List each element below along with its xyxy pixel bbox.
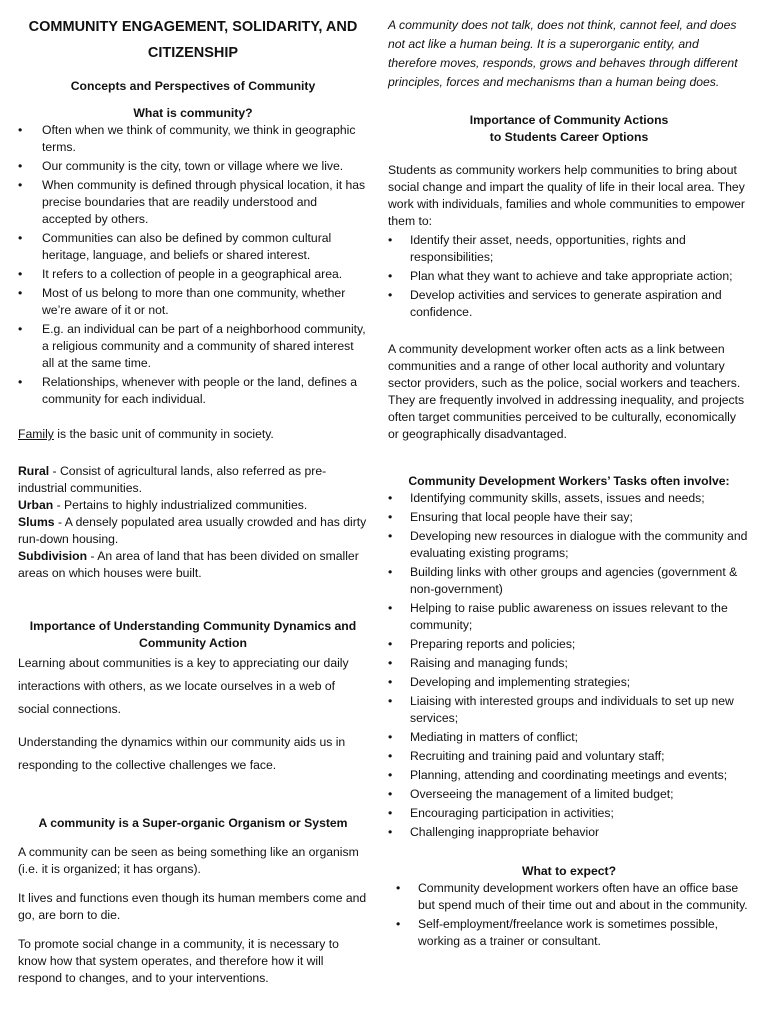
career-list [388,232,750,321]
family-paragraph [18,426,368,443]
career-intro: Students as community workers help communities to bring about social change and impart the quality of life in their local area. They work with individuals, families and whole communities to empower them to: [388,163,745,228]
list-item: • E.g. an individual can be part of a neighborhood community, a religious community and a community of shared interest all at the same time. [18,321,368,372]
section-subtitle: Concepts and Perspectives of Community [70,79,316,93]
tasks-list [388,490,750,841]
superorganic-paragraph-2: It lives and functions even though its human members come and go, are born to die. [18,891,367,922]
list-item: • Liaising with interested groups and individuals to set up new services; [388,693,750,727]
list-item: • Developing and implementing strategies; [388,674,750,691]
definitions [18,463,368,582]
family-text: is the basic unit of community in society. [53,427,274,441]
dynamics-paragraph-1: Learning about communities is a key to appreciating our daily interactions with others, as we locate ourselves in a web of social connections. [18,656,349,716]
list-item: • Raising and managing funds; [388,655,750,672]
definition-urban: Urban - Pertains to highly industrialized communities. [18,498,308,512]
list-item: • Encouraging participation in activities; [388,805,750,822]
page-title: COMMUNITY ENGAGEMENT, SOLIDARITY, AND CITIZENSHIP [28,19,358,61]
list-item: • Often when we think of community, we think in geographic terms. [18,122,368,156]
what-is-heading: What is community? [133,106,253,120]
left-column [18,0,368,987]
list-item: • When community is defined through physical location, it has precise boundaries that are readily understood and accepted by others. [18,177,368,228]
list-item: • Overseeing the management of a limited budget; [388,786,750,803]
definition-slums: Slums - A densely populated area usually crowded and has dirty run-down housing. [18,515,367,546]
superorganic-paragraph-1: A community can be seen as being something like an organism (i.e. it is organized; it has organs). [18,845,359,876]
superorganic-paragraph-3: To promote social change in a community, it is necessary to know how that system operates, and therefore how it will respond to changes, and to your interventions. [18,937,339,985]
list-item: • Our community is the city, town or village where we live. [18,158,368,175]
definition-rural: Rural - Consist of agricultural lands, also referred as pre-industrial communities. [18,464,327,495]
list-item: • It refers to a collection of people in a geographical area. [18,266,368,283]
list-item: • Relationships, whenever with people or the land, defines a community for each individual. [18,374,368,408]
list-item: • Mediating in matters of conflict; [388,729,750,746]
list-item: • Preparing reports and policies; [388,636,750,653]
list-item: • Identify their asset, needs, opportunities, rights and responsibilities; [388,232,750,266]
definition-term: Slums [18,515,55,529]
list-item: • Most of us belong to more than one community, whether we’re aware of it or not. [18,285,368,319]
definition-term: Urban [18,498,54,512]
expect-list [388,880,750,950]
definition-term: Rural [18,464,50,478]
dynamics-paragraph-2: Understanding the dynamics within our community aids us in responding to the collective challenges we face. [18,735,346,772]
list-item: • Challenging inappropriate behavior [388,824,750,841]
list-item: • Develop activities and services to generate aspiration and confidence. [388,287,750,321]
definition-subdivision: Subdivision - An area of land that has been divided on smaller areas on which houses were built. [18,549,359,580]
list-item: • Building links with other groups and agencies (government & non-government) [388,564,750,598]
what-is-list [18,122,368,408]
tasks-heading: Community Development Workers’ Tasks often involve: [408,474,730,488]
expect-heading: What to expect? [521,864,617,878]
family-term: Family [18,427,54,441]
list-item: • Recruiting and training paid and voluntary staff; [388,748,750,765]
list-item: • Helping to raise public awareness on issues relevant to the community; [388,600,750,634]
superorganic-quote: A community does not talk, does not think, cannot feel, and does not act like a human being. It is a superorganic entity, and therefore moves, responds, grows and behaves through different principles, forces and mechanisms than a human being does. [388,18,738,89]
right-column [388,0,750,952]
list-item: • Self-employment/freelance work is sometimes possible, working as a trainer or consultant. [388,916,750,950]
list-item: • Communities can also be defined by common cultural heritage, language, and beliefs or shared interest. [18,230,368,264]
superorganic-heading: A community is a Super-organic Organism or System [38,816,348,830]
definition-term: Subdivision [18,549,88,563]
list-item: • Ensuring that local people have their say; [388,509,750,526]
career-heading-line1: Importance of Community Actions [469,113,669,127]
list-item: • Plan what they want to achieve and take appropriate action; [388,268,750,285]
career-heading-line2: to Students Career Options [489,130,649,144]
list-item: • Identifying community skills, assets, issues and needs; [388,490,750,507]
list-item: • Planning, attending and coordinating meetings and events; [388,767,750,784]
list-item: • Developing new resources in dialogue with the community and evaluating existing programs; [388,528,750,562]
dynamics-heading: Importance of Understanding Community Dynamics and Community Action [29,619,357,650]
list-item: • Community development workers often have an office base but spend much of their time out and about in the community. [388,880,750,914]
career-paragraph-2: A community development worker often acts as a link between communities and a range of other local authority and voluntary sector providers, such as the police, social workers and teachers. They are frequently involved in addressing inequality, and projects often target communities perceived to be culturally, economically or geographically disadvantaged. [388,342,745,441]
